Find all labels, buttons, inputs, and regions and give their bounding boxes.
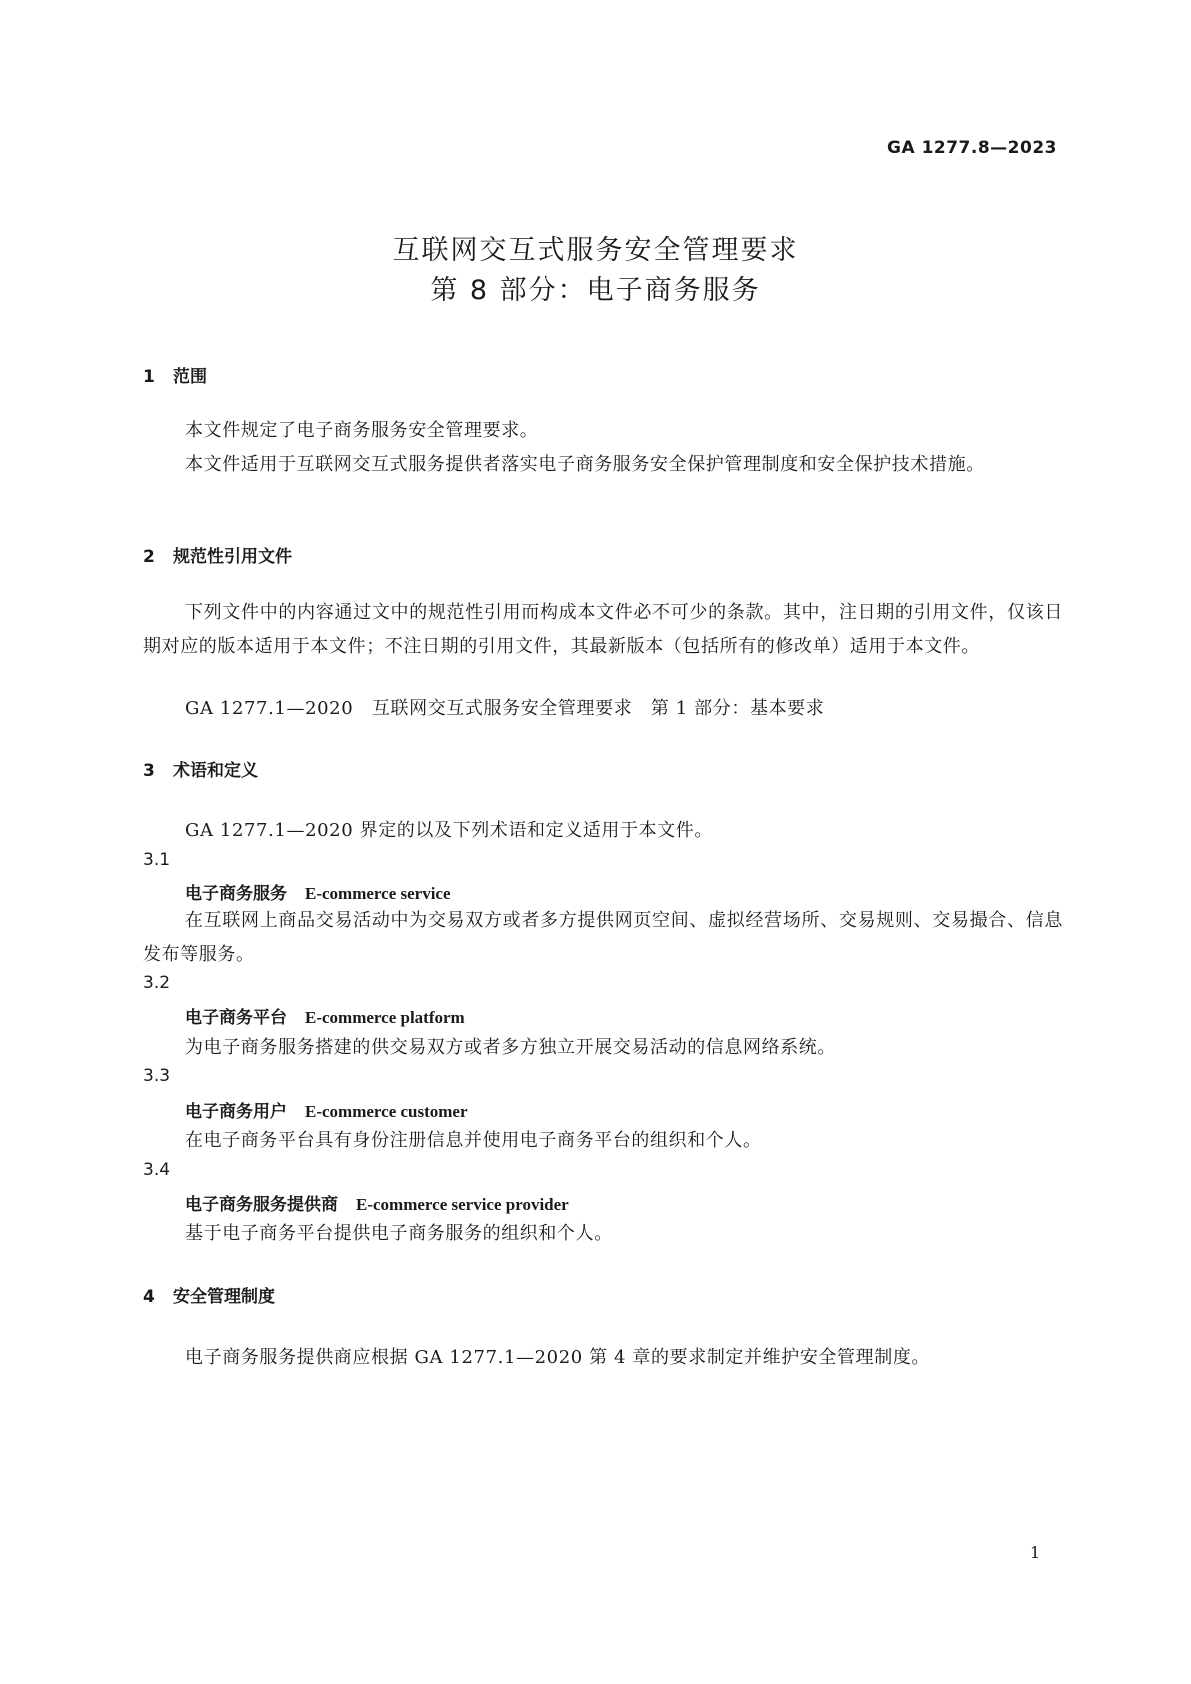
section-title: 术语和定义	[173, 761, 258, 781]
section-heading-security-management	[143, 1282, 275, 1307]
section-number: 2	[143, 547, 155, 567]
paragraph: 本文件规定了电子商务服务安全管理要求。	[185, 420, 539, 441]
section-number: 1	[143, 367, 155, 387]
section-title: 范围	[173, 367, 207, 387]
term-number: 3.1	[143, 850, 171, 870]
term-definition: 为电子商务服务搭建的供交易双方或者多方独立开展交易活动的信息网络系统。	[185, 1037, 836, 1058]
document-subtitle: 第 8 部分：电子商务服务	[430, 275, 761, 306]
standard-number: GA 1277.8—2023	[887, 138, 1057, 158]
term-zh: 电子商务平台	[185, 1008, 287, 1028]
term-zh: 电子商务服务提供商	[185, 1195, 338, 1215]
term-number: 3.2	[143, 973, 171, 993]
term-number: 3.4	[143, 1160, 171, 1180]
paragraph: 下列文件中的内容通过文中的规范性引用而构成本文件必不可少的条款。其中，注日期的引用文件，仅该日期对应的版本适用于本文件；不注日期的引用文件，其最新版本（包括所有的修改单）适用于本文件。	[143, 602, 1063, 657]
paragraph: 电子商务服务提供商应根据 GA 1277.1—2020 第 4 章的要求制定并维护安全管理制度。	[185, 1347, 931, 1368]
term-definition: 在互联网上商品交易活动中为交易双方或者多方提供网页空间、虚拟经营场所、交易规则、交易撮合、信息发布等服务。	[143, 910, 1063, 965]
term-en: E-commerce customer	[305, 1102, 468, 1121]
term-title	[185, 1003, 465, 1028]
section-title: 安全管理制度	[173, 1287, 275, 1307]
section-number: 3	[143, 761, 155, 781]
term-definition: 基于电子商务平台提供电子商务服务的组织和个人。	[185, 1223, 613, 1244]
paragraph: 本文件适用于互联网交互式服务提供者落实电子商务服务安全保护管理制度和安全保护技术措施。	[185, 454, 985, 475]
section-title: 规范性引用文件	[173, 547, 292, 567]
term-zh: 电子商务用户	[185, 1102, 287, 1122]
page-number: 1	[1030, 1543, 1041, 1562]
term-title	[185, 1190, 569, 1215]
term-definition: 在电子商务平台具有身份注册信息并使用电子商务平台的组织和个人。	[185, 1130, 762, 1151]
paragraph: GA 1277.1—2020 界定的以及下列术语和定义适用于本文件。	[185, 820, 714, 841]
section-heading-scope	[143, 362, 207, 387]
term-number: 3.3	[143, 1066, 171, 1086]
term-en: E-commerce service provider	[356, 1195, 569, 1214]
section-number: 4	[143, 1287, 155, 1307]
term-zh: 电子商务服务	[185, 884, 287, 904]
term-title	[185, 1097, 468, 1122]
term-en: E-commerce platform	[305, 1008, 465, 1027]
section-heading-terms-definitions	[143, 756, 258, 781]
document-title: 互联网交互式服务安全管理要求	[392, 235, 799, 266]
term-en: E-commerce service	[305, 884, 451, 903]
normative-reference: GA 1277.1—2020 互联网交互式服务安全管理要求 第 1 部分：基本要求	[185, 698, 825, 719]
section-heading-normative-references	[143, 542, 292, 567]
term-title	[185, 879, 451, 904]
